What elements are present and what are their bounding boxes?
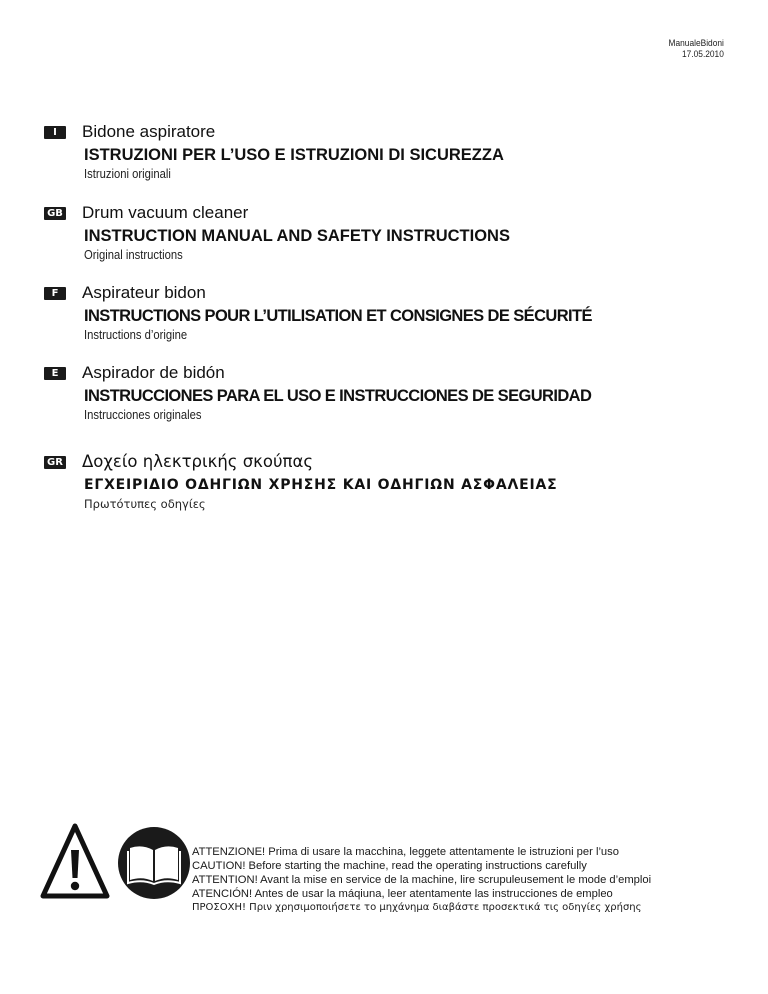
section-heading: INSTRUCTIONS POUR L’UTILISATION ET CONSIGNES DE SÉCURITÉ <box>84 307 592 325</box>
section-subtitle: Instructions d’origine <box>84 328 188 342</box>
warning-triangle-icon <box>40 822 110 906</box>
section-heading: ISTRUZIONI PER L’USO E ISTRUZIONI DI SICUREZZA <box>84 146 504 164</box>
section-greek <box>44 452 744 512</box>
section-title: Aspirateur bidon <box>82 283 206 302</box>
language-badge-it: I <box>44 126 66 139</box>
section-title: Aspirador de bidón <box>82 363 225 382</box>
language-badge-gr: GR <box>44 456 66 469</box>
warning-es: ATENCIÓN! Antes de usar la máqiuna, leer atentamente las instrucciones de empleo <box>192 888 613 900</box>
language-badge-fr: F <box>44 287 66 300</box>
safety-warnings <box>192 845 752 915</box>
document-date: 17.05.2010 <box>682 49 724 60</box>
section-title: Δοχείο ηλεκτρικής σκούπας <box>82 452 314 471</box>
warning-it: ATTENZIONE! Prima di usare la macchina, leggete attentamente le istruzioni per l’uso <box>192 846 619 858</box>
document-reference <box>669 38 724 60</box>
document-name: ManualeBidoni <box>668 38 724 49</box>
language-badge-gb: GB <box>44 207 66 220</box>
section-english <box>44 203 744 263</box>
section-italian <box>44 122 744 182</box>
section-heading: INSTRUCTION MANUAL AND SAFETY INSTRUCTIONS <box>84 227 510 245</box>
language-badge-es: E <box>44 367 66 380</box>
section-title: Drum vacuum cleaner <box>82 203 249 222</box>
section-heading: INSTRUCCIONES PARA EL USO E INSTRUCCIONES DE SEGURIDAD <box>84 387 592 405</box>
warning-en: CAUTION! Before starting the machine, read the operating instructions carefully <box>192 860 587 872</box>
read-manual-book-icon <box>117 826 191 900</box>
warning-gr: ΠΡΟΣΟΧΗ! Πριν χρησιμοποιήσετε το μηχάνημα διαβάστε προσεκτικά τις οδηγίες χρήσης <box>192 902 642 913</box>
section-subtitle: Πρωτότυπες οδηγίες <box>84 497 206 511</box>
section-french <box>44 283 744 343</box>
section-title: Bidone aspiratore <box>82 122 216 141</box>
section-subtitle: Instrucciones originales <box>84 408 202 422</box>
warning-fr: ATTENTION! Avant la mise en service de la machine, lire scrupuleusement le mode d’emploi <box>192 874 652 886</box>
section-heading: ΕΓΧΕΙΡΙΔΙΟ ΟΔΗΓΙΩΝ ΧΡΗΣΗΣ ΚΑΙ ΟΔΗΓΙΩΝ ΑΣΦΑΛΕΙΑΣ <box>84 477 558 493</box>
section-spanish <box>44 363 744 423</box>
section-subtitle: Original instructions <box>84 248 183 262</box>
section-subtitle: Istruzioni originali <box>84 167 171 181</box>
